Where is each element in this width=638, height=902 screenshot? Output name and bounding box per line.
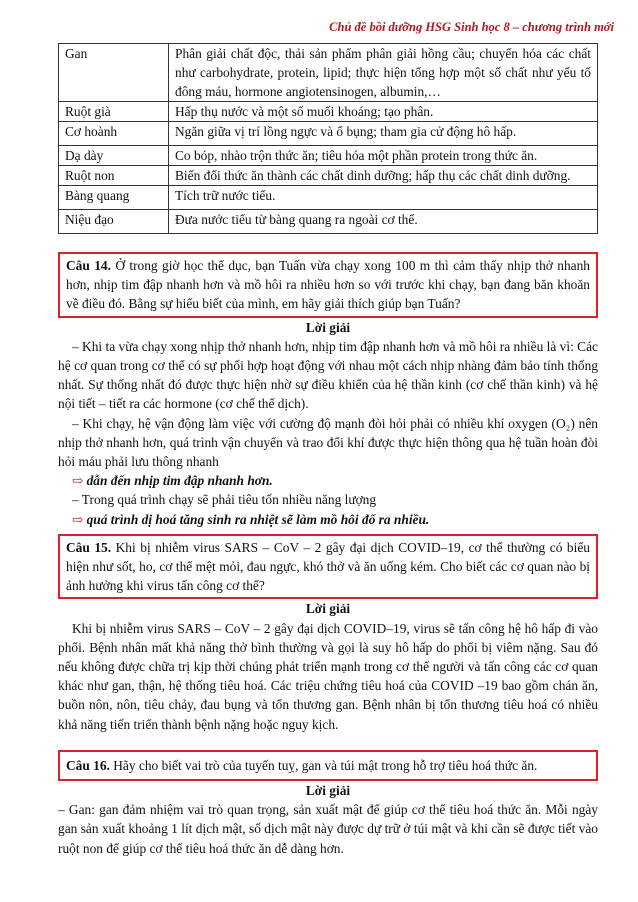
solution-15-title: Lời giải [305, 601, 351, 617]
arrow-right-icon: ⇨ [72, 473, 84, 489]
page-content [58, 43, 598, 858]
organ-cell: Niệu đạo [59, 210, 169, 234]
solution-14-title: Lời giải [305, 319, 351, 335]
question-14-text: Ở trong giờ học thể dục, bạn Tuấn vừa chạy xong 100 m thì cảm thấy nhịp thở nhanh hơn, nhịp tim đập nhanh hơn và mồ hôi ra nhiều hơn so với trước khi chạy, bạn đang băn khoăn về điều đó. Bằng sự hiểu biết của mình, em hãy giải thích giúp bạn Tuấn? [66, 258, 590, 312]
function-cell: Biến đổi thức ăn thành các chất dinh dưỡng; hấp thụ các chất dinh dưỡng. [169, 166, 598, 186]
function-cell: Hấp thụ nước và một số muối khoáng; tạo phân. [169, 102, 598, 122]
table-row [59, 146, 598, 166]
conclusion-2-text: quá trình dị hoá tăng sinh ra nhiệt sẽ làm mồ hôi đổ ra nhiều. [86, 511, 430, 527]
solution-14-conclusion-2 [58, 510, 598, 529]
table-row [59, 186, 598, 210]
page-header: Chủ đề bồi dưỡng HSG Sinh học 8 – chương trình mới [329, 20, 614, 34]
question-15-text: Khi bị nhiễm virus SARS – CoV – 2 gây đại dịch COVID–19, cơ thể thường có biểu hiện như sốt, ho, cơ thể mệt mỏi, đau ngực, khó thở và ăn uống kém. Cho biết các cơ quan nào bị ảnh hưởng khi virus tấn công cơ thể? [66, 539, 590, 594]
arrow-right-icon: ⇨ [72, 511, 84, 527]
solution-14-paragraph-3: – Trong quá trình chạy sẽ phải tiêu tốn nhiều năng lượng [72, 492, 377, 508]
organ-cell: Bàng quang [59, 186, 169, 210]
organ-cell: Gan [59, 44, 169, 102]
solution-15-paragraph-1: Khi bị nhiễm virus SARS – CoV – 2 gây đại dịch COVID–19, virus sẽ tấn công hệ hô hấp đi vào phổi. Bệnh nhân mất khả năng thở bình thường và gọi là suy hô hấp do phổi bị viêm nặng. Sau đó nếu không được chữa trị kịp thời chúng phát triển mạnh trong cơ thể người và tấn công các cơ quan khác như gan, thận, hệ thống tiêu hoá. Các triệu chứng tiêu hoá của COVID –19 bao gồm chán ăn, buồn nôn, nôn, tiêu chảy, đau bụng và tổn thương gan. Bệnh nhân bị tổn thương tiêu hoá có nhiều khả năng tiến triển thành bệnh nặng hoặc nguy kịch. [58, 620, 598, 732]
question-14-label: Câu 14. [66, 258, 111, 273]
function-cell: Đưa nước tiểu từ bàng quang ra ngoài cơ thể. [169, 210, 598, 234]
function-cell: Co bóp, nhào trộn thức ăn; tiêu hóa một phần protein trong thức ăn. [169, 146, 598, 166]
organ-cell: Dạ dày [59, 146, 169, 166]
solution-16-title: Lời giải [305, 783, 351, 799]
table-row [59, 122, 598, 146]
question-16-box [58, 750, 598, 781]
function-cell: Tích trữ nước tiểu. [169, 186, 598, 210]
function-cell: Phân giải chất độc, thải sản phẩm phân giải hồng cầu; chuyển hóa các chất như carbohydrate, protein, lipid; thực hiện tổng hợp một số chất như yếu tố đông máu, hormone angiotensinogen, albumin,… [169, 44, 598, 102]
question-14-box [58, 252, 598, 318]
table-row [59, 166, 598, 186]
table-row [59, 102, 598, 122]
question-16-label: Câu 16. [66, 757, 110, 773]
table-row [59, 44, 598, 102]
function-cell: Ngăn giữa vị trí lồng ngực và ổ bụng; tham gia cử động hô hấp. [169, 122, 598, 146]
solution-16-paragraph-1: – Gan: gan đảm nhiệm vai trò quan trọng, sản xuất mật để giúp cơ thể tiêu hoá thức ăn. Mỗi ngày gan sản xuất khoảng 1 lít dịch mật, số dịch mật này được dự trữ ở túi mật và khi cần sẽ được tiết vào ruột non để giúp cơ thể tiêu hoá thức ăn dễ dàng hơn. [58, 802, 598, 856]
conclusion-1-text: dẫn đến nhịp tim đập nhanh hơn. [86, 473, 273, 489]
question-15-label: Câu 15. [66, 539, 112, 555]
organ-function-table [58, 43, 598, 234]
organ-cell: Ruột già [59, 102, 169, 122]
question-16-text: Hãy cho biết vai trò của tuyến tuỵ, gan và túi mật trong hỗ trợ tiêu hoá thức ăn. [113, 757, 538, 773]
solution-14-paragraph-1: – Khi ta vừa chạy xong nhịp thở nhanh hơn, nhịp tim đập nhanh hơn và mồ hôi ra nhiều là vì: Các hệ cơ quan trong cơ thể có sự phối hợp hoạt động với nhau một cách nhịp nhàng đảm bảo tính thống nhất. Sự thống nhất đó được thực hiện nhờ sự điều khiển của hệ thần kinh (cơ chế thần kinh) và hệ nội tiết – tiết ra các hormone (cơ chế thể dịch). [58, 338, 598, 412]
question-15-box [58, 534, 598, 600]
solution-14-conclusion-1 [58, 471, 598, 490]
organ-cell: Cơ hoành [59, 122, 169, 146]
organ-cell: Ruột non [59, 166, 169, 186]
solution-14-paragraph-2: – Khi chạy, hệ vận động làm việc với cường độ mạnh đòi hỏi phải có nhiều khí oxygen (O₂) nên nhịp thở nhanh hơn, quá trình vận chuyển và trao đổi khí được thực hiện thông qua hệ tuần hoàn đòi hỏi máu phải lưu thông nhanh [58, 415, 598, 470]
table-row [59, 210, 598, 234]
